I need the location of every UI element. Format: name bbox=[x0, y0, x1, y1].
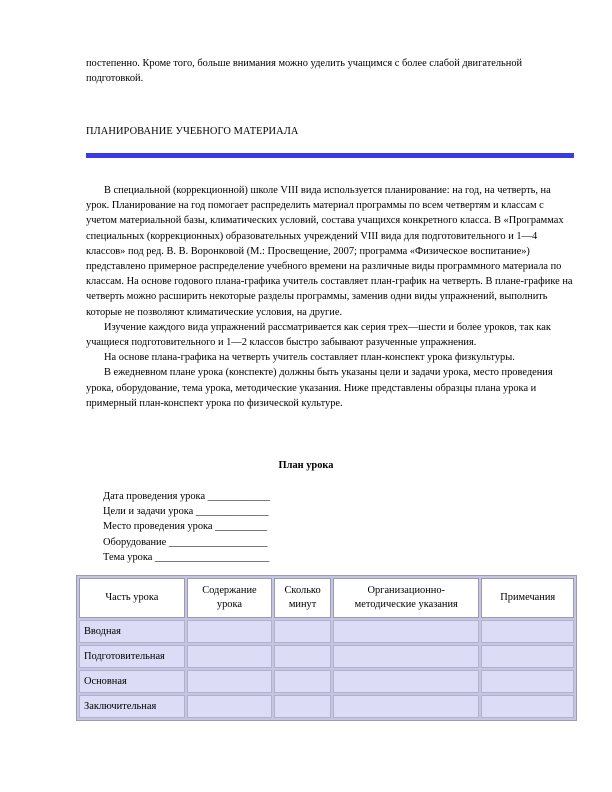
row-label-final: Заключительная bbox=[79, 695, 185, 718]
plan-fields bbox=[103, 489, 270, 565]
table-cell bbox=[187, 670, 272, 693]
field-date: Дата проведения урока ____________ bbox=[103, 491, 271, 502]
field-goals: Цели и задачи урока ______________ bbox=[103, 506, 269, 518]
table-cell bbox=[481, 645, 574, 668]
lesson-plan-table bbox=[76, 575, 577, 721]
table-cell bbox=[274, 645, 331, 668]
table-cell bbox=[481, 620, 574, 643]
intro-paragraph: постепенно. Кроме того, больше внимания можно уделить учащимся с более слабой двигательной подготовкой. bbox=[86, 58, 523, 85]
field-equipment: Оборудование ___________________ bbox=[103, 536, 268, 548]
table-cell bbox=[187, 645, 272, 668]
table-row bbox=[79, 695, 574, 718]
table-cell bbox=[274, 695, 331, 718]
table-cell bbox=[333, 670, 479, 693]
table-cell bbox=[274, 670, 331, 693]
paragraph-planning: В специальной (коррекционной) школе VIII вида используется планирование: на год, на четверть, на урок. Планирование на год помогает распределить материал программы по всем четвертям и классам с учетом материальной базы, климатических условий, состава учащихся конкретного класса. В «Программах специальных (коррекционных) образовательных учреждений VIII вида для подготовительного и 1—4 классов» под ред. В. В. Воронковой (М.: Просвещение, 2007; программа «Физическое воспитание») представлено примерное распределение учебного времени на различные виды программного материала по классам. На основе годового плана-графика учитель составляет план-график на четверть. В плане-графике на четверть можно расширить некоторые разделы программы, заменив одни виды упражнений, выполнить которые не позволяют климатические условия, на другие. bbox=[86, 185, 573, 318]
table-cell bbox=[187, 620, 272, 643]
table-header-row bbox=[79, 578, 574, 618]
header-content: Содержание урока bbox=[187, 578, 272, 618]
row-label-main: Основная bbox=[79, 670, 185, 693]
heading-rule bbox=[86, 153, 574, 158]
table-cell bbox=[333, 645, 479, 668]
table-cell bbox=[187, 695, 272, 718]
row-label-preparatory: Подготовительная bbox=[79, 645, 185, 668]
table-cell bbox=[274, 620, 331, 643]
table-cell bbox=[333, 695, 479, 718]
body-text bbox=[86, 183, 574, 411]
header-guidelines: Организационно-методические указания bbox=[333, 578, 479, 618]
paragraph-plan-outline: На основе плана-графика на четверть учитель составляет план-конспект урока физкультуры. bbox=[104, 352, 515, 364]
plan-title: План урока bbox=[278, 460, 334, 471]
table-row bbox=[79, 670, 574, 693]
section-heading: ПЛАНИРОВАНИЕ УЧЕБНОГО МАТЕРИАЛА bbox=[86, 126, 299, 137]
header-minutes: Сколько минут bbox=[274, 578, 331, 618]
header-lesson-part: Часть урока bbox=[79, 578, 185, 618]
table-cell bbox=[333, 620, 479, 643]
table-cell bbox=[481, 670, 574, 693]
table-row bbox=[79, 620, 574, 643]
table-row bbox=[79, 645, 574, 668]
header-notes: Примечания bbox=[481, 578, 574, 618]
table-cell bbox=[481, 695, 574, 718]
paragraph-daily-plan: В ежедневном плане урока (конспекте) должны быть указаны цели и задачи урока, место проведения урока, оборудование, тема урока, методические указания. Ниже представлены образцы плана урока и примерный план-конспект урока по физической культуре. bbox=[86, 367, 553, 409]
field-location: Место проведения урока __________ bbox=[103, 521, 268, 533]
paragraph-exercises: Изучение каждого вида упражнений рассматривается как серия трех—шести и более уроков, так как учащиеся подготовительного и 1—2 классов быстро забывают разученные упражнения. bbox=[86, 321, 551, 349]
field-topic: Тема урока ______________________ bbox=[103, 551, 270, 563]
row-label-intro: Вводная bbox=[79, 620, 185, 643]
